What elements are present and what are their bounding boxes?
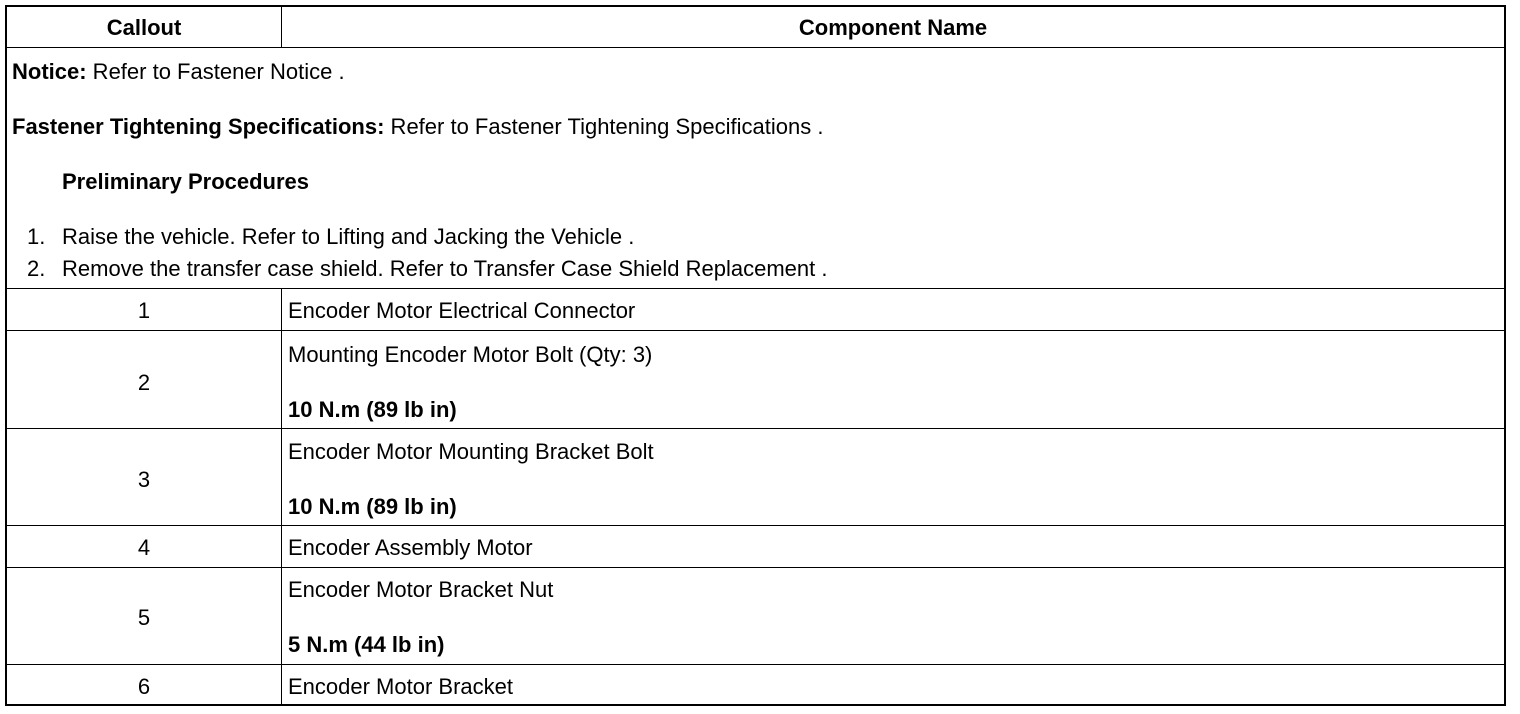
notice-text: Refer to Fastener Notice .	[86, 59, 345, 84]
notice-label: Notice:	[12, 59, 87, 84]
row-divider	[7, 330, 1504, 331]
fastener-text: Refer to Fastener Tightening Specifications .	[384, 114, 824, 139]
header-callout: Callout	[106, 15, 182, 40]
row-divider	[7, 567, 1504, 568]
header-divider	[7, 47, 1504, 48]
torque-spec: 5 N.m (44 lb in)	[288, 632, 445, 657]
component-name: Encoder Assembly Motor	[288, 535, 533, 560]
component-name: Mounting Encoder Motor Bolt (Qty: 3)	[288, 342, 653, 367]
callout-number: 1	[137, 298, 151, 323]
callout-number: 2	[137, 370, 151, 395]
torque-spec: 10 N.m (89 lb in)	[288, 397, 457, 422]
notice-line	[12, 59, 345, 85]
component-name: Encoder Motor Bracket	[288, 674, 513, 699]
row-divider	[7, 428, 1504, 429]
preliminary-title: Preliminary Procedures	[62, 169, 310, 194]
component-name: Encoder Motor Electrical Connector	[288, 298, 636, 323]
notes-divider	[7, 288, 1504, 289]
callout-number: 5	[137, 605, 151, 630]
component-name: Encoder Motor Bracket Nut	[288, 577, 554, 602]
callout-number: 3	[137, 467, 151, 492]
column-divider	[281, 288, 282, 704]
component-name: Encoder Motor Mounting Bracket Bolt	[288, 439, 654, 464]
row-divider	[7, 664, 1504, 665]
step-number: 2.	[27, 256, 46, 281]
fastener-line	[12, 114, 823, 140]
row-divider	[7, 525, 1504, 526]
procedure-table	[5, 5, 1506, 706]
callout-number: 4	[137, 535, 151, 560]
fastener-label: Fastener Tightening Specifications:	[12, 114, 385, 139]
torque-spec: 10 N.m (89 lb in)	[288, 494, 457, 519]
step-text: Remove the transfer case shield. Refer to Transfer Case Shield Replacement .	[62, 256, 828, 281]
step-text: Raise the vehicle. Refer to Lifting and Jacking the Vehicle .	[62, 224, 635, 249]
step-number: 1.	[27, 224, 46, 249]
header-component-name: Component Name	[798, 15, 988, 40]
callout-number: 6	[137, 674, 151, 699]
